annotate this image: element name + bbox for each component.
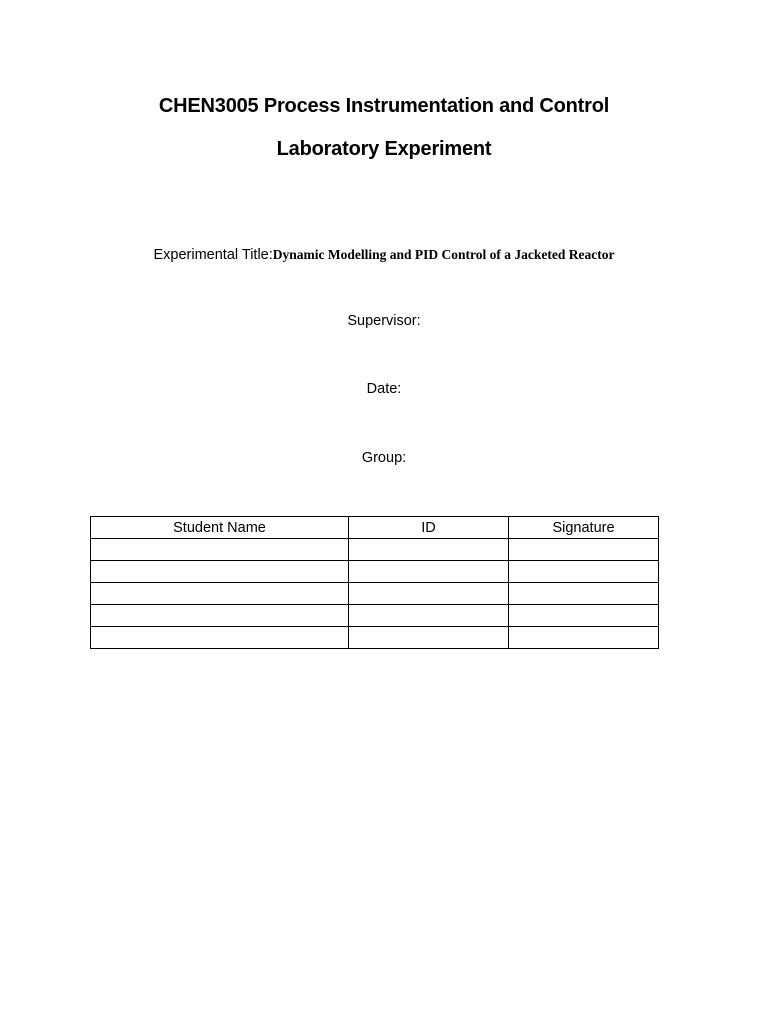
student-id-cell [349, 627, 509, 649]
table-row [91, 627, 659, 649]
student-signature-cell [509, 605, 659, 627]
experimental-title-row [0, 246, 768, 264]
student-signature-cell [509, 539, 659, 561]
header-signature: Signature [509, 517, 659, 539]
experimental-title-label: Experimental Title: [153, 247, 273, 263]
table-row [91, 605, 659, 627]
experimental-title-value: Dynamic Modelling and PID Control of a Jacketed Reactor [272, 247, 615, 262]
table-header-row [91, 517, 659, 539]
student-name-cell [91, 539, 349, 561]
student-name-cell [91, 561, 349, 583]
student-id-cell [349, 539, 509, 561]
supervisor-label: Supervisor: [347, 313, 421, 329]
student-name-cell [91, 583, 349, 605]
student-signature-cell [509, 627, 659, 649]
header-student-name: Student Name [91, 517, 349, 539]
table-row [91, 539, 659, 561]
date-label: Date: [366, 381, 402, 397]
table-row [91, 561, 659, 583]
group-label: Group: [361, 450, 407, 466]
student-id-cell [349, 583, 509, 605]
student-name-cell [91, 605, 349, 627]
student-id-cell [349, 605, 509, 627]
student-signature-cell [509, 561, 659, 583]
header-id: ID [349, 517, 509, 539]
document-subtitle: Laboratory Experiment [276, 138, 492, 160]
table-row [91, 583, 659, 605]
student-signature-cell [509, 583, 659, 605]
student-id-cell [349, 561, 509, 583]
students-table [90, 516, 659, 649]
document-title: CHEN3005 Process Instrumentation and Control [158, 95, 610, 117]
student-name-cell [91, 627, 349, 649]
